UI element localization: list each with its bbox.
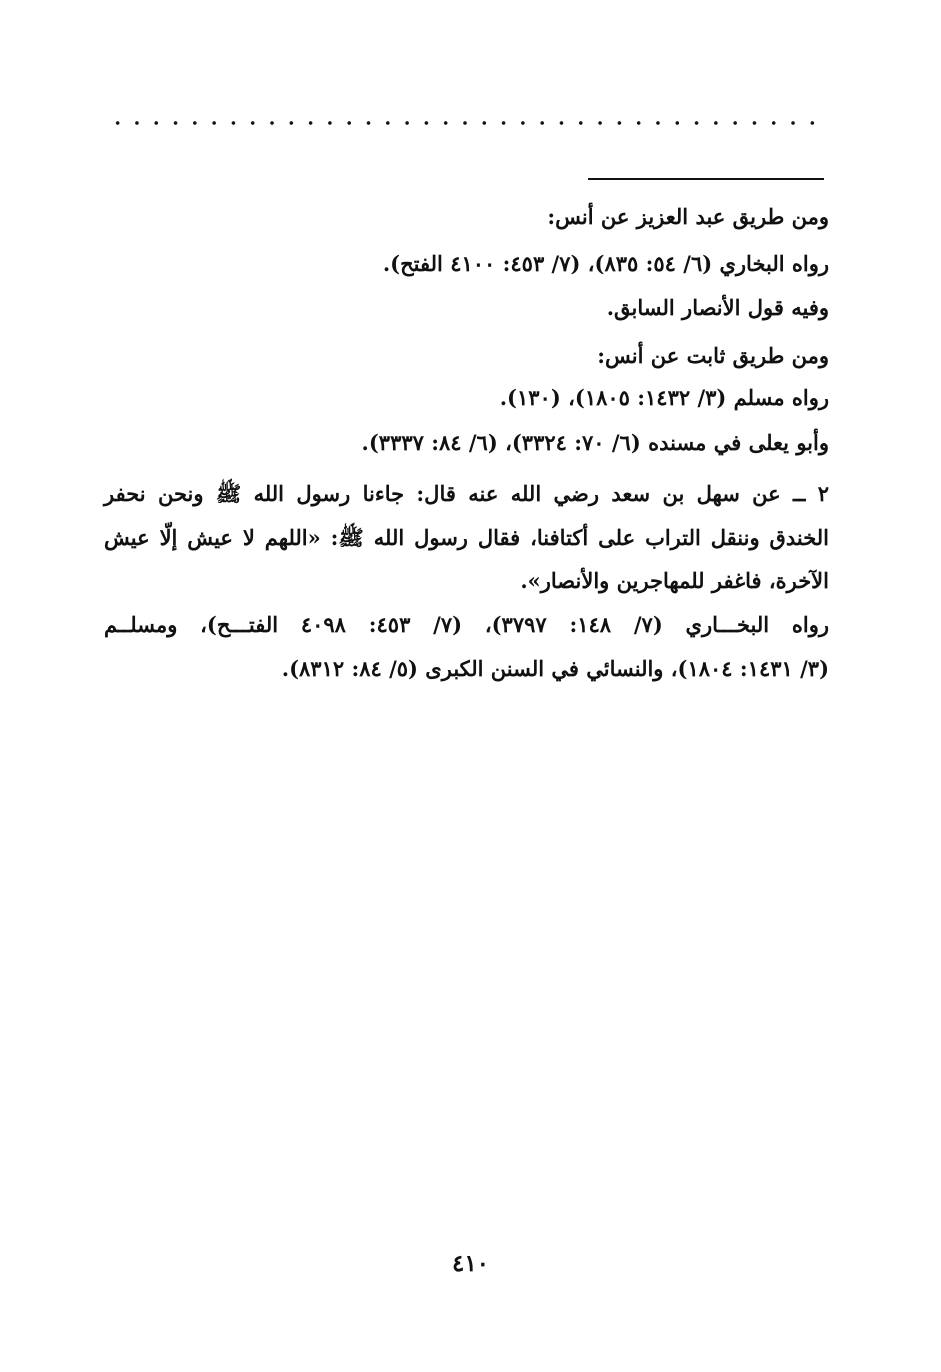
text-line-7: ٢ ــ عن سهل بن سعد رضي الله عنه قال: جاءنا رسول الله ﷺ ونحن نحفر	[104, 481, 829, 506]
text-line-3: وفيه قول الأنصار السابق.	[606, 295, 829, 320]
text-line-11: (٣/ ١٤٣١: ١٨٠٤)، والنسائي في السنن الكبرى (٥/ ٨٤: ٨٣١٢).	[281, 656, 829, 681]
footnote-rule	[588, 178, 824, 180]
text-line-10: رواه البخـــاري (٧/ ١٤٨: ٣٧٩٧)، (٧/ ٤٥٣: ٤٠٩٨ الفتـــح)، ومسلــم	[104, 612, 829, 637]
text-line-8: الخندق وننقل التراب على أكتافنا، فقال رسول الله ﷺ: «اللهم لا عيش إلّا عيش	[104, 525, 829, 550]
dotted-separator	[108, 118, 820, 128]
text-line-2: رواه البخاري (٦/ ٥٤: ٨٣٥)، (٧/ ٤٥٣: ٤١٠٠ الفتح).	[382, 251, 829, 276]
text-line-9: الآخرة، فاغفر للمهاجرين والأنصار».	[520, 568, 829, 593]
text-line-6: وأبو يعلى في مسنده (٦/ ٧٠: ٣٣٢٤)، (٦/ ٨٤: ٣٣٣٧).	[361, 430, 829, 455]
text-line-5: رواه مسلم (٣/ ١٤٣٢: ١٨٠٥)، (١٣٠).	[499, 385, 829, 410]
text-line-4: ومن طريق ثابت عن أنس:	[597, 343, 829, 368]
page-number: ٤١٠	[451, 1250, 490, 1277]
text-line-1: ومن طريق عبد العزيز عن أنس:	[547, 204, 829, 229]
